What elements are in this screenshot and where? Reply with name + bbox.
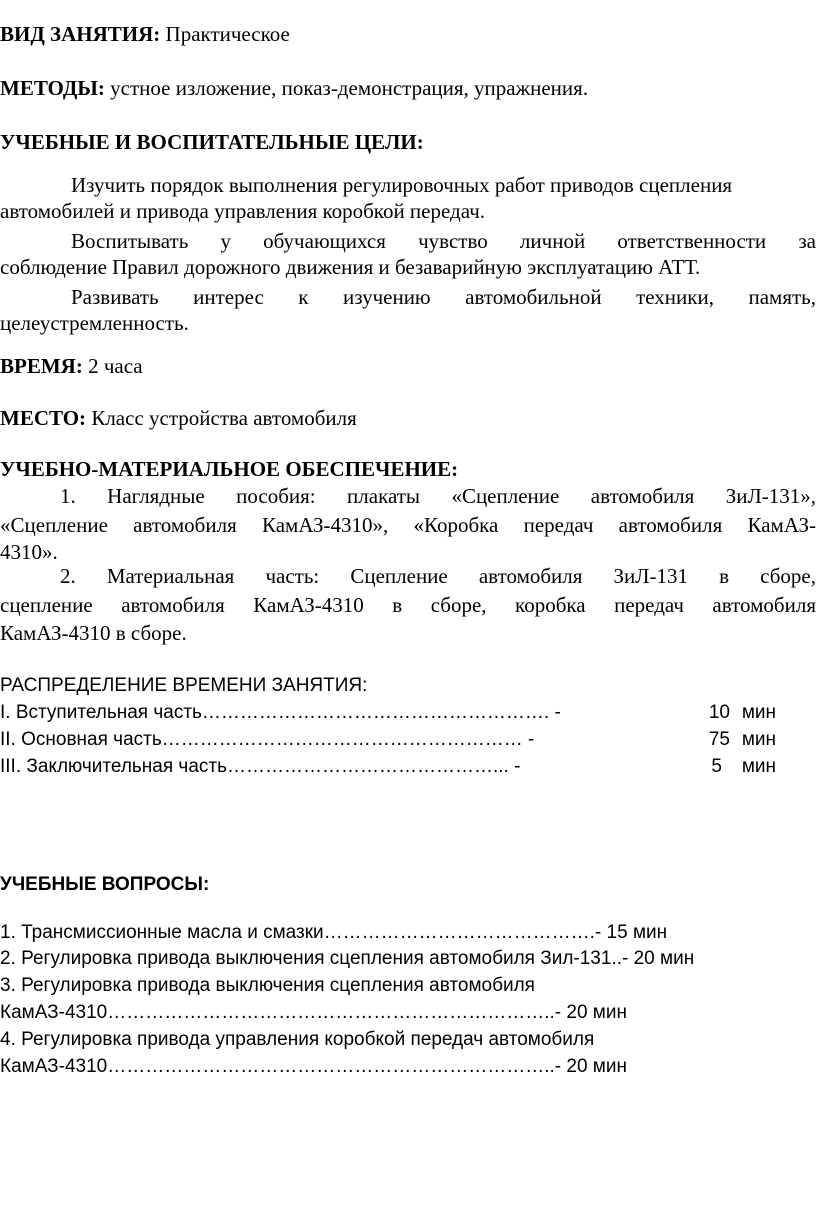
distribution-row-value: 5 xyxy=(711,756,722,777)
distribution-row-unit: мин xyxy=(741,702,776,723)
question-3-line-2: КамАЗ-4310……………………………………………………………..- 20 мин xyxy=(0,1002,627,1023)
place-line xyxy=(0,405,816,431)
question-4-line-2: КамАЗ-4310……………………………………………………………..- 20 мин xyxy=(0,1056,627,1077)
distribution-row-label: I. Вступительная часть………………………………………………. - xyxy=(0,702,561,723)
question-2: 2. Регулировка привода выключения сцепления автомобиля Зил-131..- 20 мин xyxy=(0,948,695,969)
materials-2-line-3: КамАЗ-4310 в сборе. xyxy=(0,621,187,645)
materials-1-line-2: «Сцепление автомобиля КамАЗ-4310», «Коробка передач автомобиля КамАЗ- xyxy=(0,513,816,537)
distribution-row-unit: мин xyxy=(741,756,776,777)
goal-3-line-1: Развивать интерес к изучению автомобильной техники, память, xyxy=(71,285,816,309)
materials-heading: УЧЕБНО-МАТЕРИАЛЬНОЕ ОБЕСПЕЧЕНИЕ: xyxy=(0,457,459,481)
methods-line xyxy=(0,75,816,101)
distribution-row-value: 10 xyxy=(708,702,730,723)
materials-2-line-2: сцепление автомобиля КамАЗ-4310 в сборе, коробка передач автомобиля xyxy=(0,593,816,617)
methods-value: устное изложение, показ-демонстрация, упражнения. xyxy=(110,76,589,100)
time-label: ВРЕМЯ: xyxy=(0,354,83,378)
goal-2-line-1: Воспитывать у обучающихся чувство личной ответственности за xyxy=(71,229,816,253)
time-value: 2 часа xyxy=(88,354,143,378)
place-value: Класс устройства автомобиля xyxy=(91,406,357,430)
lesson-type-label: ВИД ЗАНЯТИЯ: xyxy=(0,22,161,46)
lesson-type-value: Практическое xyxy=(165,22,290,46)
distribution-heading: РАСПРЕДЕЛЕНИЕ ВРЕМЕНИ ЗАНЯТИЯ: xyxy=(0,675,368,696)
goal-3-line-2: целеустремленность. xyxy=(0,311,189,335)
materials-1-line-1: 1. Наглядные пособия: плакаты «Сцепление автомобиля ЗиЛ-131», xyxy=(60,484,816,508)
distribution-row xyxy=(0,727,776,753)
time-line xyxy=(0,353,816,379)
lesson-type-line xyxy=(0,21,816,47)
distribution-row-value: 75 xyxy=(708,729,730,750)
question-3-line-1: 3. Регулировка привода выключения сцепления автомобиля xyxy=(0,975,535,996)
goal-1-line-1: Изучить порядок выполнения регулировочных работ приводов сцепления xyxy=(71,173,733,197)
question-4-line-1: 4. Регулировка привода управления коробкой передач автомобиля xyxy=(0,1029,595,1050)
goal-2-line-2: соблюдение Правил дорожного движения и безаварийную эксплуатацию АТТ. xyxy=(0,255,701,279)
goal-1-line-2: автомобилей и привода управления коробкой передач. xyxy=(0,199,486,223)
distribution-row-unit: мин xyxy=(741,729,776,750)
distribution-row-label: II. Основная часть………………………………………………… - xyxy=(0,729,535,750)
materials-1-line-3: 4310». xyxy=(0,540,58,564)
distribution-row xyxy=(0,754,776,780)
distribution-row xyxy=(0,700,776,726)
questions-heading: УЧЕБНЫЕ ВОПРОСЫ: xyxy=(0,874,210,895)
methods-label: МЕТОДЫ: xyxy=(0,76,105,100)
question-1: 1. Трансмиссионные масла и смазки…………………………………….- 15 мин xyxy=(0,922,668,943)
place-label: МЕСТО: xyxy=(0,406,87,430)
goals-heading: УЧЕБНЫЕ И ВОСПИТАТЕЛЬНЫЕ ЦЕЛИ: xyxy=(0,130,424,154)
materials-2-line-1: 2. Материальная часть: Сцепление автомобиля ЗиЛ-131 в сборе, xyxy=(60,564,816,588)
distribution-row-label: III. Заключительная часть……………………………………... - xyxy=(0,756,521,777)
